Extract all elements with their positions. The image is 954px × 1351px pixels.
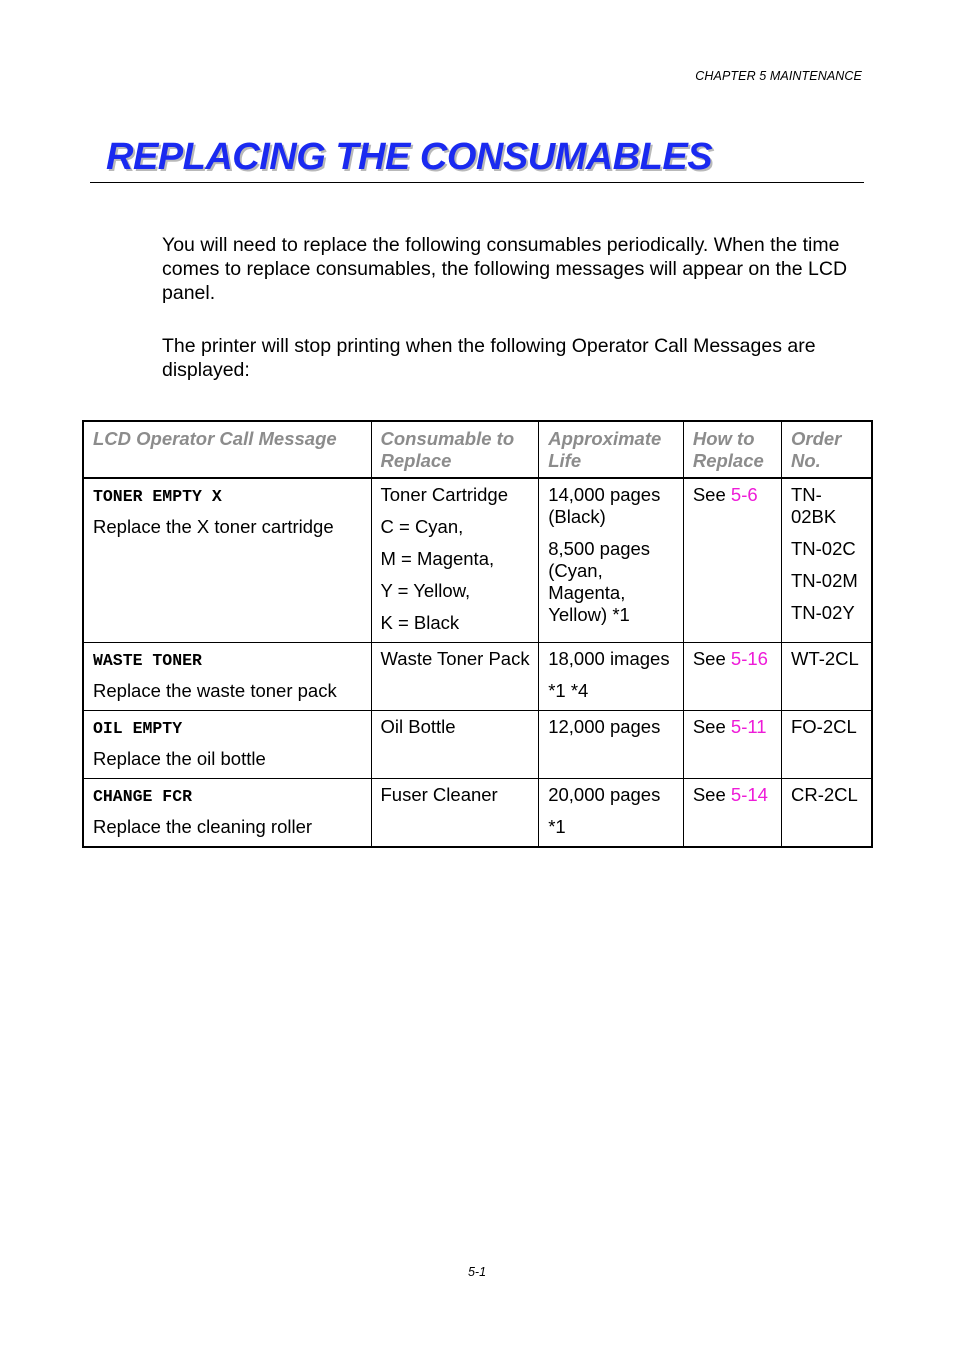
consumable-line: K = Black xyxy=(380,612,460,633)
lcd-message: OIL EMPTY xyxy=(93,719,183,738)
lcd-description: Replace the oil bottle xyxy=(93,748,266,769)
life-cell xyxy=(539,643,684,711)
life-cell xyxy=(539,478,684,643)
header-lcd-message: LCD Operator Call Message xyxy=(83,421,371,478)
title-rule xyxy=(90,182,864,183)
consumable-line: Oil Bottle xyxy=(380,716,456,737)
order-no-cell xyxy=(781,711,872,779)
life-line: 18,000 images xyxy=(548,648,670,669)
lcd-message-cell xyxy=(83,478,371,643)
order-number: TN-02Y xyxy=(790,602,855,623)
life-line: *1 *4 xyxy=(548,680,589,701)
consumable-line: C = Cyan, xyxy=(380,516,464,537)
lcd-description: Replace the X toner cartridge xyxy=(93,516,334,537)
consumable-line: M = Magenta, xyxy=(380,548,495,569)
order-number: TN-02BK xyxy=(790,484,837,527)
consumable-cell xyxy=(371,643,539,711)
consumables-table xyxy=(82,420,873,848)
order-number: FO-2CL xyxy=(790,716,857,737)
header-consumable: Consumable to Replace xyxy=(371,421,539,478)
life-cell xyxy=(539,711,684,779)
life-line: 12,000 pages xyxy=(548,716,661,737)
see-label: See xyxy=(692,716,726,737)
order-number: CR-2CL xyxy=(790,784,858,805)
intro-paragraph-2: The printer will stop printing when the following Operator Call Messages are displayed: xyxy=(162,335,816,381)
lcd-message: TONER EMPTY X xyxy=(93,487,222,506)
see-label: See xyxy=(692,484,726,505)
lcd-message: CHANGE FCR xyxy=(93,787,193,806)
life-line: 14,000 pages (Black) xyxy=(548,484,661,527)
table-row xyxy=(83,711,872,779)
consumable-cell xyxy=(371,478,539,643)
life-line: 20,000 pages xyxy=(548,784,661,805)
header-how-to-replace: How to Replace xyxy=(683,421,781,478)
page-title: REPLACING THE CONSUMABLES xyxy=(106,136,713,178)
page-reference-link[interactable]: 5-16 xyxy=(730,648,768,669)
order-no-cell xyxy=(781,478,872,643)
table-header-row xyxy=(83,421,872,478)
page-reference-link[interactable]: 5-6 xyxy=(730,484,758,505)
page-number: 5-1 xyxy=(467,1265,487,1279)
how-to-replace-cell xyxy=(683,711,781,779)
order-no-cell xyxy=(781,643,872,711)
intro-paragraph-1: You will need to replace the following consumables periodically. When the time comes to replace consumables, the following messages will appear on the LCD panel. xyxy=(162,234,848,304)
consumable-cell xyxy=(371,711,539,779)
consumable-line: Y = Yellow, xyxy=(380,580,471,601)
table-row xyxy=(83,779,872,848)
how-to-replace-cell xyxy=(683,779,781,848)
lcd-message-cell xyxy=(83,643,371,711)
life-line: 8,500 pages (Cyan, Magenta, Yellow) *1 xyxy=(548,538,651,625)
lcd-description: Replace the cleaning roller xyxy=(93,816,313,837)
running-head: CHAPTER 5 MAINTENANCE xyxy=(695,69,862,83)
consumable-line: Fuser Cleaner xyxy=(380,784,498,805)
see-label: See xyxy=(692,784,726,805)
consumable-line: Waste Toner Pack xyxy=(380,648,530,669)
table-row xyxy=(83,478,872,643)
lcd-description: Replace the waste toner pack xyxy=(93,680,337,701)
consumable-line: Toner Cartridge xyxy=(380,484,509,505)
how-to-replace-cell xyxy=(683,643,781,711)
life-cell xyxy=(539,779,684,848)
order-number: TN-02C xyxy=(790,538,856,559)
order-number: TN-02M xyxy=(790,570,858,591)
order-no-cell xyxy=(781,779,872,848)
header-order-no: Order No. xyxy=(781,421,872,478)
lcd-message-cell xyxy=(83,711,371,779)
consumable-cell xyxy=(371,779,539,848)
life-line: *1 xyxy=(548,816,566,837)
header-life: Approximate Life xyxy=(539,421,684,478)
order-number: WT-2CL xyxy=(790,648,859,669)
see-label: See xyxy=(692,648,726,669)
page-reference-link[interactable]: 5-11 xyxy=(730,716,767,737)
how-to-replace-cell xyxy=(683,478,781,643)
page-reference-link[interactable]: 5-14 xyxy=(730,784,768,805)
lcd-message-cell xyxy=(83,779,371,848)
lcd-message: WASTE TONER xyxy=(93,651,202,670)
table-row xyxy=(83,643,872,711)
